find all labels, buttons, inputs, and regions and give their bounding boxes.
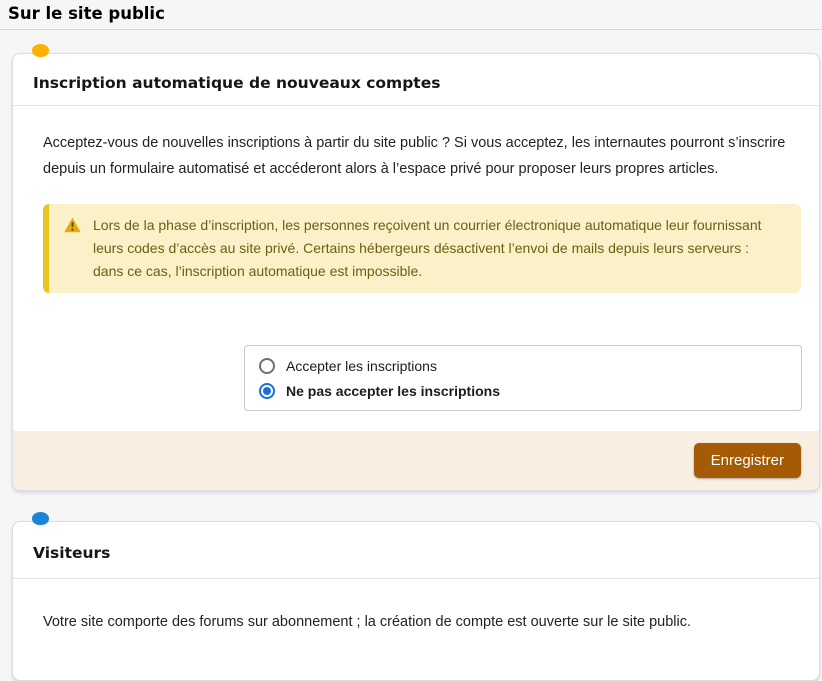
warning-notice — [43, 204, 801, 293]
card-body — [13, 106, 819, 411]
page-title: Sur le site public — [8, 4, 165, 23]
card-header — [13, 54, 819, 106]
radio-unchecked-icon[interactable] — [259, 358, 275, 374]
visitors-description: Votre site comporte des forums sur abonnement ; la création de compte est ouverte sur le site public. — [43, 614, 691, 630]
registration-settings-card — [12, 53, 820, 491]
card-title: Visiteurs — [33, 544, 111, 562]
radio-option-label[interactable]: Ne pas accepter les inscriptions — [286, 382, 500, 399]
person-torso-shape — [32, 44, 49, 57]
person-torso-shape — [32, 512, 49, 525]
warning-triangle-icon — [64, 217, 81, 233]
registration-description: Acceptez-vous de nouvelles inscriptions à partir du site public ? Si vous acceptez, les internautes pourront s’inscrire depuis un formulaire automatisé et accéderont alors à l’espace privé pour proposer leurs propres articles. — [43, 135, 786, 177]
registration-radio-group — [244, 345, 802, 411]
radio-option-refuse[interactable] — [259, 378, 787, 403]
warning-text: Lors de la phase d’inscription, les personnes reçoivent un courrier électronique automatique leur fournissant leurs codes d’accès au site privé. Certains hébergeurs désactivent l’envoi de mails depuis leurs serveurs : dans ce cas, l’inscription automatique est impossible. — [93, 217, 762, 279]
radio-checked-icon[interactable] — [259, 383, 275, 399]
save-button[interactable]: Enregistrer — [694, 443, 801, 478]
radio-option-accept[interactable] — [259, 353, 787, 378]
visitors-card — [12, 521, 820, 681]
radio-option-label[interactable]: Accepter les inscriptions — [286, 357, 437, 374]
card-footer — [13, 431, 819, 490]
author-person-icon — [32, 43, 49, 69]
card-header — [13, 522, 819, 579]
card-title: Inscription automatique de nouveaux comptes — [33, 74, 441, 92]
page-header — [0, 0, 822, 30]
visitor-person-icon — [32, 511, 49, 537]
card-body — [13, 579, 819, 635]
